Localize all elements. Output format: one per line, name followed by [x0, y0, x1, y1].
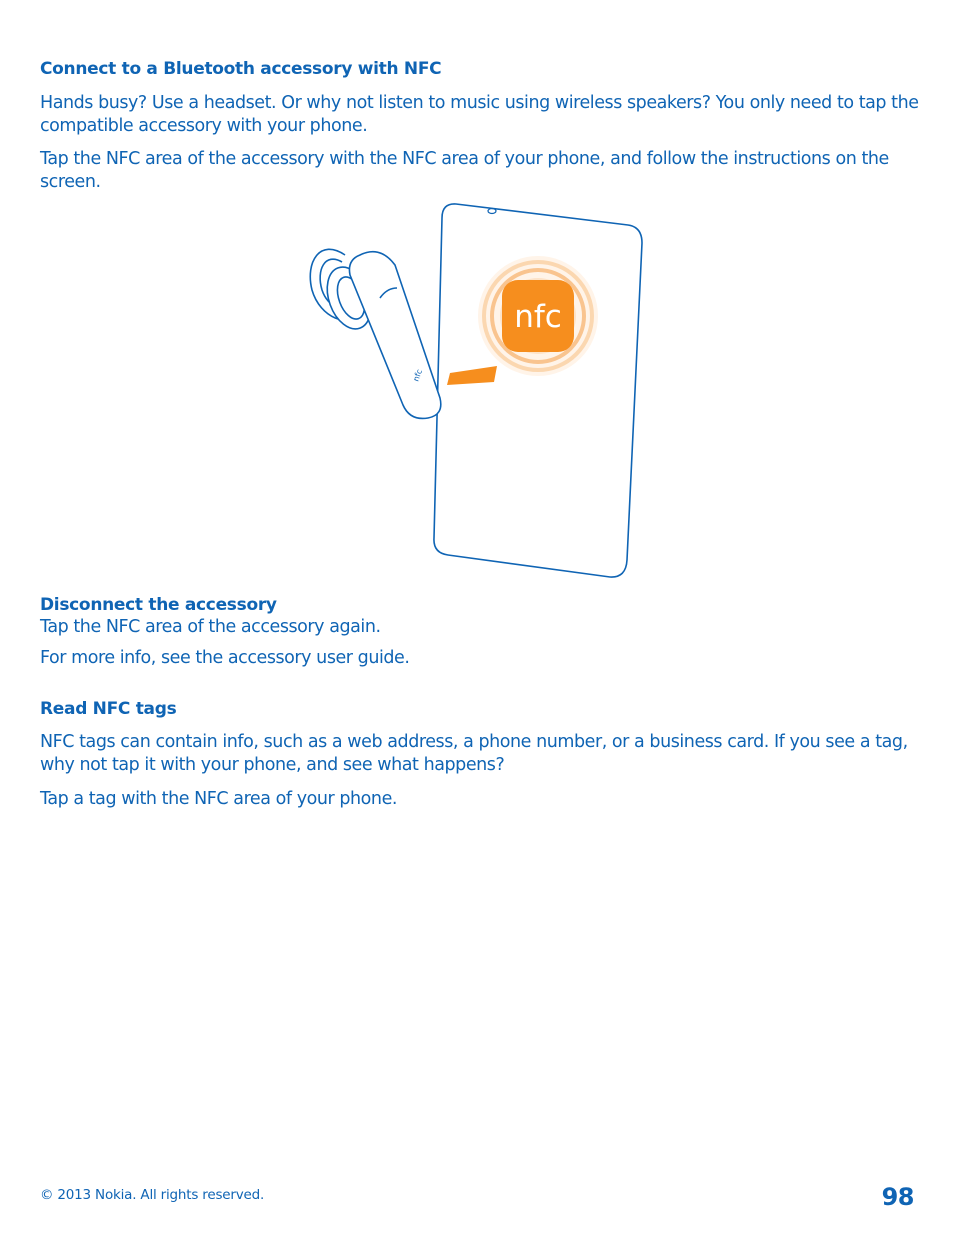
paragraph-tap-tag: Tap a tag with the NFC area of your phone.	[40, 789, 397, 809]
section-heading-read-tags: Read NFC tags	[40, 699, 177, 719]
nfc-badge-label: nfc	[514, 299, 562, 335]
section-heading-connect: Connect to a Bluetooth accessory with NFC	[40, 59, 442, 79]
bluetooth-headset-icon	[310, 249, 441, 418]
copyright-notice: © 2013 Nokia. All rights reserved.	[40, 1187, 265, 1203]
paragraph-more-info: For more info, see the accessory user guide.	[40, 648, 410, 668]
paragraph-nfc-tags: NFC tags can contain info, such as a web address, a phone number, or a business card. If you see a tag, why not tap it with your phone, and see what happens?	[40, 732, 908, 775]
paragraph-tap-instructions: Tap the NFC area of the accessory with the NFC area of your phone, and follow the instructions on the screen.	[40, 149, 889, 192]
page-number: 98	[881, 1183, 914, 1211]
paragraph-disconnect: Tap the NFC area of the accessory again.	[40, 617, 381, 637]
paragraph-headset-intro: Hands busy? Use a headset. Or why not listen to music using wireless speakers? You only need to tap the compatible accessory with your phone.	[40, 93, 919, 136]
section-heading-disconnect: Disconnect the accessory	[40, 595, 277, 615]
headset-nfc-label: nfc	[411, 368, 425, 383]
nfc-badge	[478, 256, 598, 376]
nfc-pairing-illustration	[300, 198, 650, 583]
